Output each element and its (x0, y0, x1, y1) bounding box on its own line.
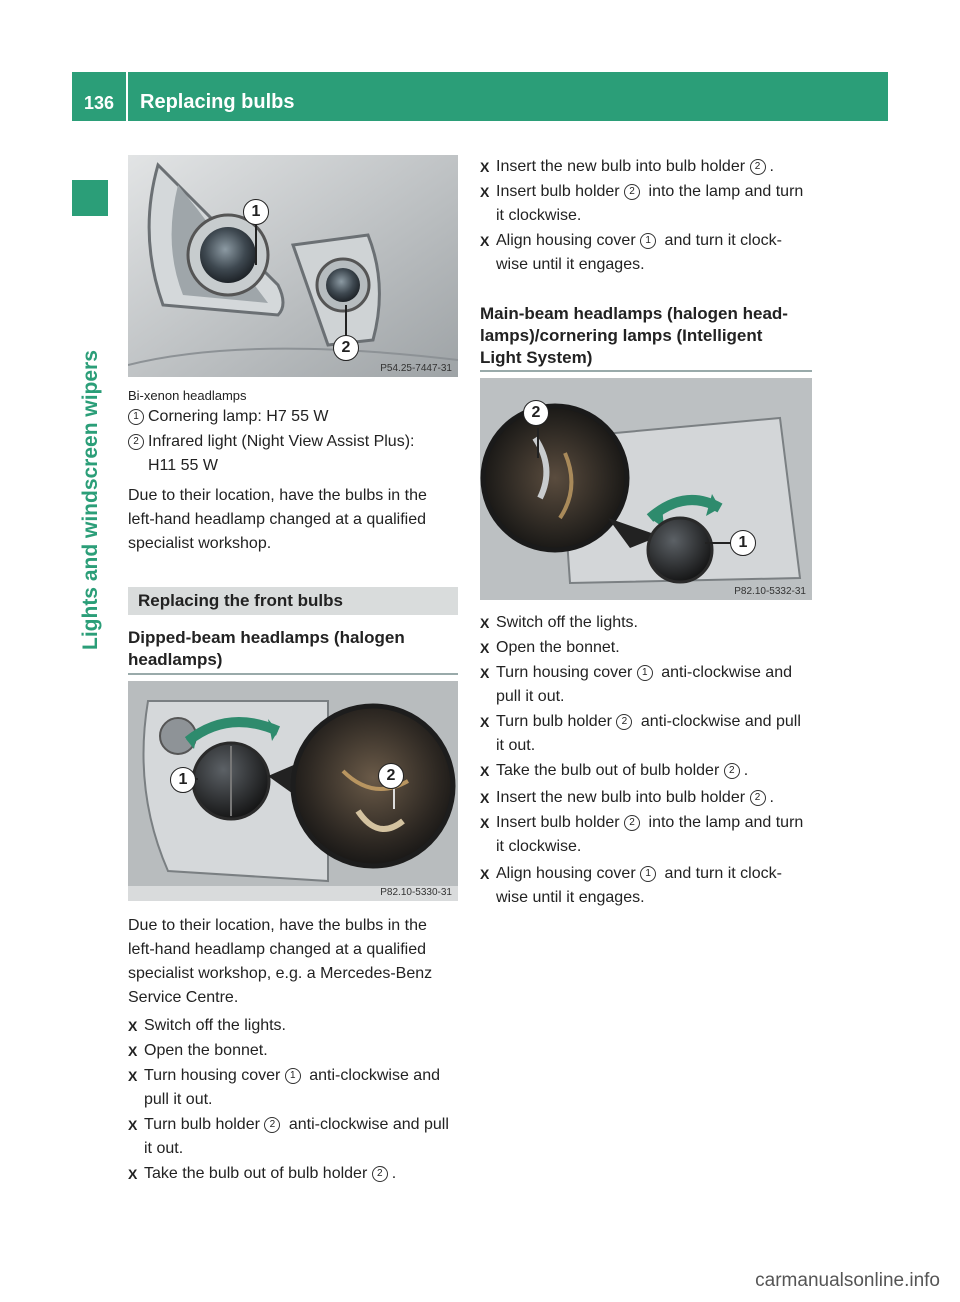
paragraph-line: Due to their location, have the bulbs in the (128, 487, 427, 504)
callout-2: 2 (378, 763, 404, 789)
legend-item (148, 454, 218, 478)
step-text: it clockwise. (496, 838, 582, 855)
step-text: pull it out. (144, 1091, 213, 1108)
image-code: P82.10-5332-31 (734, 586, 806, 597)
heading-rule (128, 673, 458, 675)
step-marker-icon: X (480, 790, 490, 806)
step-marker-icon: X (128, 1018, 138, 1034)
step-marker-icon: X (480, 159, 490, 175)
legend-item (128, 430, 414, 454)
step-text: Insert the new bulb into bulb holder (496, 158, 750, 175)
section-heading: Replacing the front bulbs (128, 587, 458, 615)
step-text: and turn it clock- (660, 232, 782, 249)
callout-1: 1 (170, 767, 196, 793)
step-text: Insert the new bulb into bulb holder (496, 789, 750, 806)
step-marker-icon: X (480, 714, 490, 730)
step-ref-number: 2 (750, 159, 766, 175)
legend-text: Cornering lamp: H7 55 W (148, 408, 329, 425)
step-text: Insert bulb holder (496, 814, 625, 831)
step-ref-number: 2 (624, 815, 640, 831)
sidebar-tab-marker (72, 180, 108, 216)
step-marker-icon: X (128, 1117, 138, 1133)
legend-number: 2 (128, 434, 144, 450)
step-text: anti-clockwise and pull (636, 713, 801, 730)
step-ref-number: 2 (624, 184, 640, 200)
instruction-step (480, 811, 812, 859)
step-text: Take the bulb out of bulb holder (496, 762, 724, 779)
instruction-step (480, 155, 812, 179)
step-marker-icon: X (480, 763, 490, 779)
step-text: Open the bonnet. (496, 639, 620, 656)
header-divider (126, 72, 128, 121)
step-ref-number: 1 (637, 665, 653, 681)
step-marker-icon: X (480, 665, 490, 681)
step-text: Switch off the lights. (496, 614, 638, 631)
step-text: Align housing cover (496, 232, 641, 249)
paragraph-line: specialist workshop, e.g. a Mercedes-Benz (128, 965, 433, 982)
step-text: Turn housing cover (496, 664, 637, 681)
step-ref-number: 2 (750, 790, 766, 806)
instruction-step (480, 661, 812, 709)
step-marker-icon: X (128, 1166, 138, 1182)
step-marker-icon: X (128, 1043, 138, 1059)
step-marker-icon: X (480, 615, 490, 631)
image-code: P54.25-7447-31 (380, 363, 452, 374)
legend-item (128, 405, 329, 429)
step-marker-icon: X (480, 233, 490, 249)
step-marker-icon: X (128, 1068, 138, 1084)
instruction-step (128, 1113, 460, 1161)
main-beam-headlamp-image (480, 378, 812, 600)
paragraph-line: Service Centre. (128, 989, 239, 1006)
subsection-heading: headlamps) (128, 650, 223, 669)
step-text: anti-clockwise and (304, 1067, 440, 1084)
subsection-heading: Main-beam headlamps (halogen head- (480, 304, 788, 323)
step-marker-icon: X (480, 866, 490, 882)
step-text: anti-clockwise and (656, 664, 792, 681)
instruction-step (128, 1039, 460, 1063)
step-text: . (769, 789, 774, 806)
step-ref-number: 1 (640, 866, 656, 882)
subsection-heading: lamps)/cornering lamps (Intelligent (480, 326, 763, 345)
step-text: Turn bulb holder (496, 713, 617, 730)
instruction-step (480, 229, 812, 277)
step-text: Open the bonnet. (144, 1042, 268, 1059)
paragraph-line: left-hand headlamp changed at a qualified (128, 941, 426, 958)
instruction-step (128, 1162, 460, 1186)
legend-text: H11 55 W (148, 457, 218, 474)
instruction-step (480, 180, 812, 228)
step-text: wise until it engages. (496, 256, 645, 273)
step-marker-icon: X (480, 184, 490, 200)
paragraph-line: specialist workshop. (128, 535, 272, 552)
instruction-step (128, 1014, 460, 1038)
page-title: Replacing bulbs (140, 91, 295, 113)
step-ref-number: 1 (285, 1068, 301, 1084)
page-number: 136 (83, 93, 115, 113)
step-text: wise until it engages. (496, 889, 645, 906)
heading-rule (480, 370, 812, 372)
instruction-step (480, 862, 812, 910)
step-text: into the lamp and turn (644, 183, 804, 200)
step-ref-number: 2 (724, 763, 740, 779)
step-text: Switch off the lights. (144, 1017, 286, 1034)
step-text: it out. (144, 1140, 184, 1157)
step-text: Turn bulb holder (144, 1116, 265, 1133)
image-code: P82.10-5330-31 (380, 887, 452, 898)
callout-2: 2 (523, 400, 549, 426)
paragraph-line: Due to their location, have the bulbs in the (128, 917, 427, 934)
step-text: Insert bulb holder (496, 183, 625, 200)
sidebar-section-label: Lights and windscreen wipers (79, 350, 102, 650)
legend-number: 1 (128, 409, 144, 425)
step-text: it out. (496, 737, 536, 754)
step-marker-icon: X (480, 815, 490, 831)
image-caption: Bi-xenon headlamps (128, 388, 247, 403)
step-text: . (391, 1165, 397, 1182)
instruction-step (480, 759, 812, 783)
callout-1: 1 (243, 199, 269, 225)
step-text: . (769, 158, 774, 175)
step-text: anti-clockwise and pull (284, 1116, 449, 1133)
instruction-step (480, 636, 812, 660)
step-ref-number: 2 (616, 714, 632, 730)
step-text: Align housing cover (496, 865, 641, 882)
instruction-step (480, 710, 812, 758)
step-marker-icon: X (480, 640, 490, 656)
instruction-step (480, 611, 812, 635)
step-text: it clockwise. (496, 207, 582, 224)
step-text: pull it out. (496, 688, 565, 705)
legend-text: Infrared light (Night View Assist Plus): (148, 433, 415, 450)
callout-1: 1 (730, 530, 756, 556)
subsection-heading: Dipped-beam headlamps (halogen (128, 628, 405, 647)
step-text: . (743, 762, 749, 779)
instruction-step (128, 1064, 460, 1112)
step-text: and turn it clock- (660, 865, 782, 882)
step-ref-number: 2 (264, 1117, 280, 1133)
step-ref-number: 2 (372, 1166, 388, 1182)
step-text: into the lamp and turn (644, 814, 804, 831)
subsection-heading: Light System) (480, 348, 593, 367)
step-text: Take the bulb out of bulb holder (144, 1165, 372, 1182)
step-ref-number: 1 (640, 233, 656, 249)
watermark: carmanualsonline.info (755, 1270, 940, 1291)
callout-2: 2 (333, 335, 359, 361)
dipped-beam-headlamp-image (128, 681, 458, 901)
step-text: Turn housing cover (144, 1067, 285, 1084)
paragraph-line: left-hand headlamp changed at a qualified (128, 511, 426, 528)
bixenon-headlamp-image (128, 155, 458, 377)
bixenon-headlamp-illustration (128, 155, 458, 377)
instruction-step (480, 786, 812, 810)
